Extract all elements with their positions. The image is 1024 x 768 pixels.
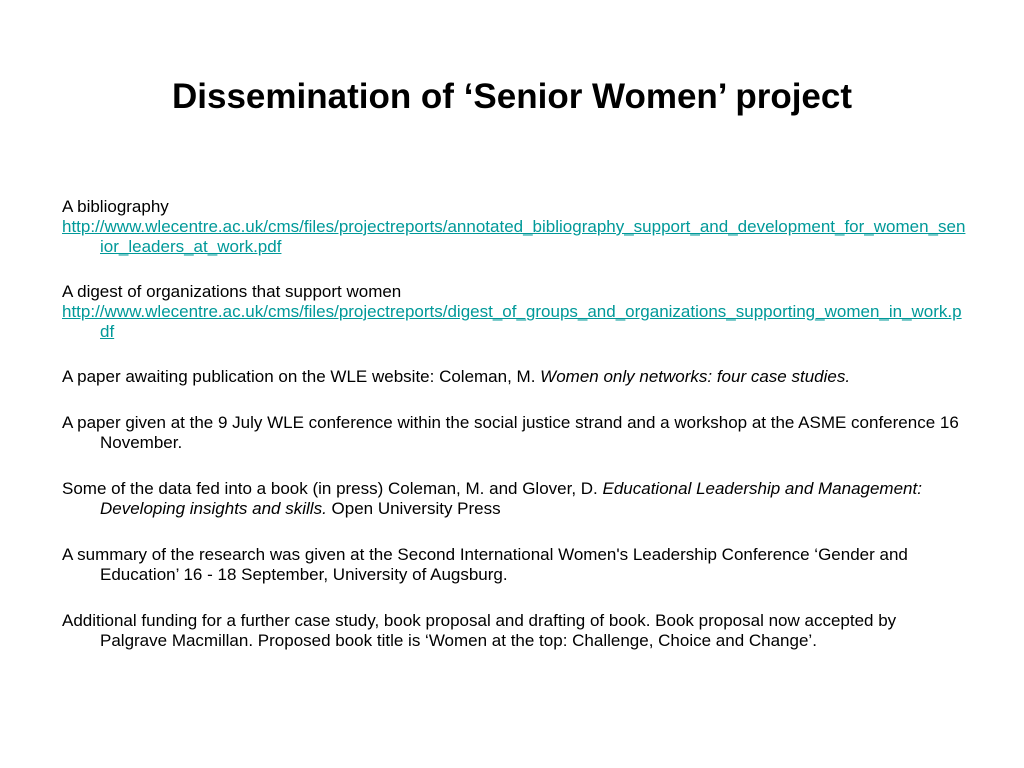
book-data-text: Some of the data fed into a book (in press) Coleman, M. and Glover, D. (62, 479, 603, 498)
slide-title: Dissemination of ‘Senior Women’ project (171, 77, 853, 116)
book-publisher: Open University Press (326, 499, 501, 518)
book-data-item (62, 479, 966, 519)
spacer (62, 453, 966, 479)
spacer (62, 257, 966, 282)
spacer (62, 342, 966, 367)
bibliography-link-line (62, 217, 966, 257)
spacer (62, 387, 966, 413)
paper-awaiting-text: A paper awaiting publication on the WLE website: Coleman, M. (62, 367, 541, 386)
digest-link-line (62, 302, 966, 342)
spacer (62, 585, 966, 611)
paper-awaiting-title: Women only networks: four case studies. (540, 367, 851, 386)
paper-awaiting-publication (62, 367, 966, 387)
slide-content (62, 197, 966, 651)
additional-funding-item: Additional funding for a further case study, book proposal and drafting of book. Book proposal now accepted by Palgrave Macmillan. Proposed book title is ‘Women at the top: Challenge, Choice and Change’. (62, 611, 897, 650)
bibliography-label: A bibliography (62, 197, 169, 216)
digest-link[interactable]: http://www.wlecentre.ac.uk/cms/files/projectreports/digest_of_groups_and_organizations_supporting_women_in_work.pdf (62, 302, 962, 341)
spacer (62, 519, 966, 545)
paper-given-item: A paper given at the 9 July WLE conference within the social justice strand and a workshop at the ASME conference 16 November. (62, 413, 959, 452)
research-summary-item: A summary of the research was given at the Second International Women's Leadership Conference ‘Gender and Education’ 16 - 18 September, University of Augsburg. (62, 545, 908, 584)
book-title: Educational Leadership and Management: Developing insights and skills. (100, 479, 922, 518)
bibliography-link[interactable]: http://www.wlecentre.ac.uk/cms/files/projectreports/annotated_bibliography_support_and_development_for_women_senior_leaders_at_work.pdf (62, 217, 966, 256)
digest-label: A digest of organizations that support women (62, 282, 402, 301)
